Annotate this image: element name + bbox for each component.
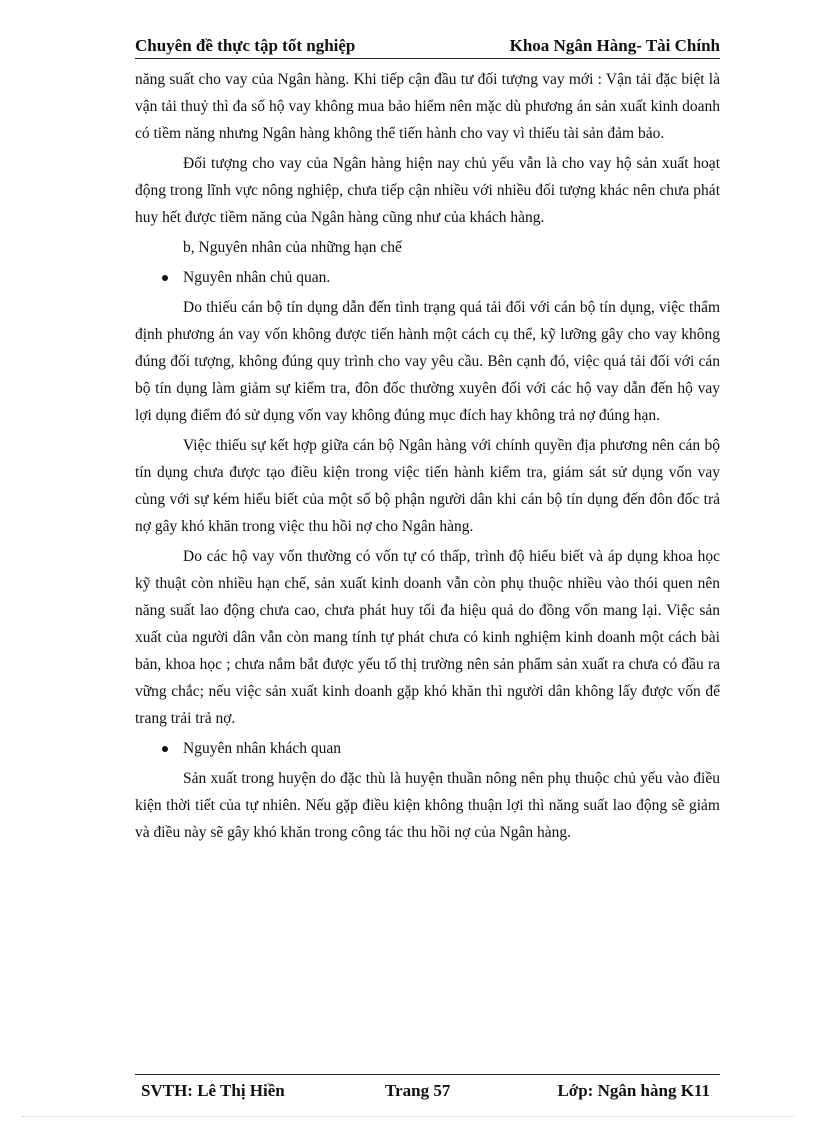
bullet-text: Nguyên nhân khách quan [183,740,341,757]
header-title: Chuyên đề thực tập tốt nghiệp [135,36,356,55]
paragraph: Do thiếu cán bộ tín dụng dẫn đến tình trạng quá tải đối với cán bộ tín dụng, việc thẩm định phương án vay vốn không được tiến hành một cách cụ thể, kỹ lưỡng gây cho vay không đúng đối tượng, không đúng quy trình cho vay yêu cầu. Bên cạnh đó, việc quá tải đối với cán bộ tín dụng làm giảm sự kiểm tra, đôn đốc thường xuyên đối với các hộ vay dẫn đến hộ vay lợi dụng điểm đó sử dụng vốn vay không đúng mục đích hay không trả nợ đúng hạn. [135,299,720,424]
footer-class: Lớp: Ngân hàng K11 [557,1081,710,1100]
document-body [135,66,720,849]
section-heading: b, Nguyên nhân của những hạn chế [183,239,402,256]
paragraph: Đối tượng cho vay của Ngân hàng hiện nay chủ yếu vẫn là cho vay hộ sản xuất hoạt động trong lĩnh vực nông nghiệp, chưa tiếp cận nhiều với nhiều đối tượng khác nên chưa phát huy hết được tiềm năng của Ngân hàng cũng như của khách hàng. [135,155,720,226]
paragraph: Do các hộ vay vốn thường có vốn tự có thấp, trình độ hiểu biết và áp dụng khoa học kỹ thuật còn nhiều hạn chế, sản xuất kinh doanh vẫn còn phụ thuộc nhiều vào thói quen nên năng suất lao động chưa cao, chưa phát huy tối đa hiệu quả do đồng vốn mang lại. Việc sản xuất của người dân vẫn còn mang tính tự phát chưa có kinh nghiệm kinh doanh một cách bài bản, khoa học ; chưa nắm bắt được yếu tố thị trường nên sản phẩm sản xuất ra chưa có đầu ra vững chắc; nếu việc sản xuất kinh doanh gặp khó khăn thì người dân không lấy được vốn để trang trải trả nợ. [135,548,720,727]
paragraph: Việc thiếu sự kết hợp giữa cán bộ Ngân hàng với chính quyền địa phương nên cán bộ tín dụng chưa được tạo điều kiện trong việc tiến hành kiểm tra, giám sát sử dụng vốn vay cùng với sự kém hiểu biết của một số bộ phận người dân khi cán bộ tín dụng đến đôn đốc trả nợ gây khó khăn trong việc thu hồi nợ cho Ngân hàng. [135,437,720,535]
page-footer [135,1074,720,1105]
paragraph: năng suất cho vay của Ngân hàng. Khi tiếp cận đầu tư đối tượng vay mới : Vận tải đặc biệt là vận tải thuỷ thì đa số hộ vay không mua bảo hiểm nên mặc dù phương án sản xuất kinh doanh có tiềm năng nhưng Ngân hàng không thể tiến hành cho vay vì thiếu tài sản đảm bảo. [135,71,720,142]
footer-page-number: Trang 57 [385,1081,451,1100]
bullet-text: Nguyên nhân chủ quan. [183,269,331,286]
footer-student: SVTH: Lê Thị Hiền [141,1081,285,1100]
page-edge-divider [22,1116,794,1117]
bullet-item [135,264,720,291]
page-header [135,34,720,59]
paragraph: Sản xuất trong huyện do đặc thù là huyện thuần nông nên phụ thuộc chủ yếu vào điều kiện thời tiết của tự nhiên. Nếu gặp điều kiện không thuận lợi thì năng suất lao động sẽ giảm và điều này sẽ gây khó khăn trong công tác thu hồi nợ của Ngân hàng. [135,770,720,841]
bullet-icon [162,746,168,752]
bullet-item [135,735,720,762]
bullet-icon [162,275,168,281]
header-department: Khoa Ngân Hàng- Tài Chính [509,36,720,55]
